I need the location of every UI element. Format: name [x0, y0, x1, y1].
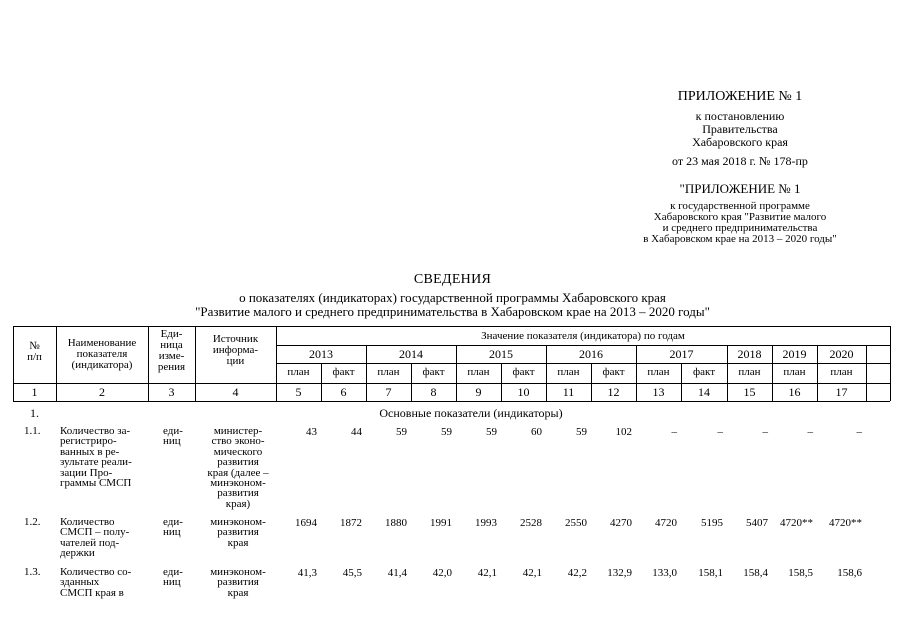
resolution-line: Хабаровского края — [692, 135, 788, 149]
column-number: 1 — [31, 385, 38, 399]
header-plan: план — [783, 366, 806, 378]
column-number: 4 — [232, 385, 239, 399]
header-divider — [13, 401, 890, 402]
column-number: 3 — [168, 385, 175, 399]
header-col-source: Источник информа- ции — [212, 333, 259, 367]
row-value: 59 — [441, 426, 452, 438]
row-name: Количество со- зданных СМСП края в — [60, 566, 132, 599]
column-number: 11 — [562, 385, 575, 399]
row-value: 1872 — [340, 517, 362, 529]
header-year: 2020 — [829, 347, 854, 361]
row-value: 5407 — [746, 517, 768, 529]
row-value: 60 — [531, 426, 542, 438]
column-number: 7 — [385, 385, 392, 399]
column-number: 17 — [835, 385, 848, 399]
document-subtitle — [0, 291, 905, 319]
header-year: 2017 — [669, 347, 694, 361]
row-value: 41,4 — [387, 567, 407, 579]
row-value: 42,0 — [432, 567, 452, 579]
header-fact: факт — [512, 366, 535, 378]
row-number: 1.3. — [24, 566, 41, 578]
document-title: СВЕДЕНИЯ — [413, 272, 492, 287]
row-value: 1991 — [430, 517, 452, 529]
appendix-title: ПРИЛОЖЕНИЕ № 1 — [677, 89, 803, 104]
subtitle-line: "Развитие малого и среднего предпринимательства в Хабаровском крае на 2013 – 2020 годы" — [195, 304, 710, 319]
header-plan: план — [287, 366, 310, 378]
header-divider — [276, 363, 890, 364]
program-reference — [560, 201, 905, 245]
table-border-top — [13, 326, 890, 327]
row-value: 42,1 — [477, 567, 497, 579]
header-divider — [276, 345, 890, 346]
header-divider — [13, 383, 890, 384]
header-year: 2018 — [737, 347, 762, 361]
row-value: 42,1 — [522, 567, 542, 579]
header-fact: факт — [692, 366, 716, 378]
resolution-reference — [560, 110, 905, 149]
row-value: 45,5 — [342, 567, 362, 579]
resolution-date: от 23 мая 2018 г. № 178-пр — [672, 154, 808, 168]
row-number: 1.1. — [24, 425, 41, 437]
row-value: – — [856, 426, 862, 438]
row-name: Количество СМСП – полу- чателей под- держки — [60, 516, 130, 560]
row-value: 4720 — [655, 517, 677, 529]
column-border — [890, 326, 891, 401]
header-col-values: Значение показателя (индикатора) по годам — [481, 330, 685, 342]
row-value: – — [717, 426, 723, 438]
section-title: Основные показатели (индикаторы) — [379, 406, 563, 420]
header-year: 2019 — [782, 347, 807, 361]
header-plan: план — [647, 366, 670, 378]
row-value: 1694 — [295, 517, 317, 529]
row-value: 102 — [615, 426, 632, 438]
header-fact: факт — [602, 366, 625, 378]
row-value: 158,5 — [788, 567, 813, 579]
row-value: 132,9 — [607, 567, 632, 579]
header-col-no: № п/п — [27, 340, 42, 363]
row-value: 2550 — [565, 517, 587, 529]
program-line: в Хабаровском крае на 2013 – 2020 годы" — [643, 233, 837, 245]
program-line: к государственной программе — [670, 200, 810, 212]
column-number: 8 — [430, 385, 437, 399]
row-value: 5195 — [701, 517, 723, 529]
header-plan: план — [830, 366, 853, 378]
appendix2-title: "ПРИЛОЖЕНИЕ № 1 — [679, 181, 801, 196]
header-year: 2014 — [399, 347, 423, 361]
row-name: Количество за- регистриро- ванных в ре- зультате реали- зации Про- граммы СМСП — [60, 425, 132, 490]
row-value: 42,2 — [567, 567, 587, 579]
row-value: 2528 — [520, 517, 542, 529]
row-value: 1993 — [475, 517, 497, 529]
row-value: 133,0 — [652, 567, 677, 579]
row-value: 41,3 — [297, 567, 317, 579]
row-value: 43 — [306, 426, 317, 438]
column-number: 2 — [99, 385, 105, 399]
column-number: 15 — [743, 385, 756, 399]
column-number: 10 — [517, 385, 530, 399]
subtitle-line: о показателях (индикаторах) государственной программы Хабаровского края — [239, 290, 666, 305]
row-value: – — [807, 426, 813, 438]
row-value: 59 — [576, 426, 587, 438]
row-value: 158,1 — [698, 567, 723, 579]
row-value: 44 — [351, 426, 362, 438]
row-source: минэконом- развития края — [210, 566, 266, 599]
program-line: и среднего предпринимательства — [662, 222, 818, 234]
header-col-name: Наименование показателя (индикатора) — [67, 337, 137, 371]
column-border — [866, 345, 867, 401]
row-value: 59 — [396, 426, 407, 438]
column-number: 5 — [295, 385, 302, 399]
resolution-line: Правительства — [702, 122, 778, 136]
row-value: – — [762, 426, 768, 438]
column-number: 16 — [788, 385, 801, 399]
row-value: 4270 — [610, 517, 632, 529]
header-plan: план — [557, 366, 580, 378]
resolution-line: к постановлению — [695, 109, 785, 123]
header-fact: факт — [332, 366, 355, 378]
row-value: 4720** — [829, 517, 862, 529]
column-number: 9 — [475, 385, 482, 399]
header-year: 2013 — [309, 347, 333, 361]
column-number: 6 — [340, 385, 347, 399]
row-value: 158,4 — [743, 567, 768, 579]
row-source: министер- ство эконо- мического развития края (далее – минэконом- развития края) — [207, 425, 269, 510]
row-value: – — [671, 426, 677, 438]
row-unit: еди- ниц — [163, 425, 183, 448]
row-value: 4720** — [780, 517, 813, 529]
column-number: 14 — [698, 385, 710, 399]
header-plan: план — [738, 366, 761, 378]
row-value: 59 — [486, 426, 497, 438]
header-fact: факт — [422, 366, 445, 378]
row-value: 1880 — [385, 517, 407, 529]
header-year: 2015 — [489, 347, 513, 361]
row-value: 158,6 — [837, 567, 862, 579]
header-plan: план — [377, 366, 400, 378]
column-number: 13 — [652, 385, 665, 399]
row-unit: еди- ниц — [163, 516, 183, 539]
section-number: 1. — [30, 406, 39, 420]
column-number: 12 — [607, 385, 620, 399]
header-year: 2016 — [579, 347, 603, 361]
header-plan: план — [467, 366, 490, 378]
row-number: 1.2. — [24, 516, 41, 528]
program-line: Хабаровского края "Развитие малого — [653, 211, 827, 223]
row-unit: еди- ниц — [163, 566, 183, 589]
header-col-unit: Еди- ница изме- рения — [157, 328, 186, 373]
row-source: минэконом- развития края — [210, 516, 266, 549]
